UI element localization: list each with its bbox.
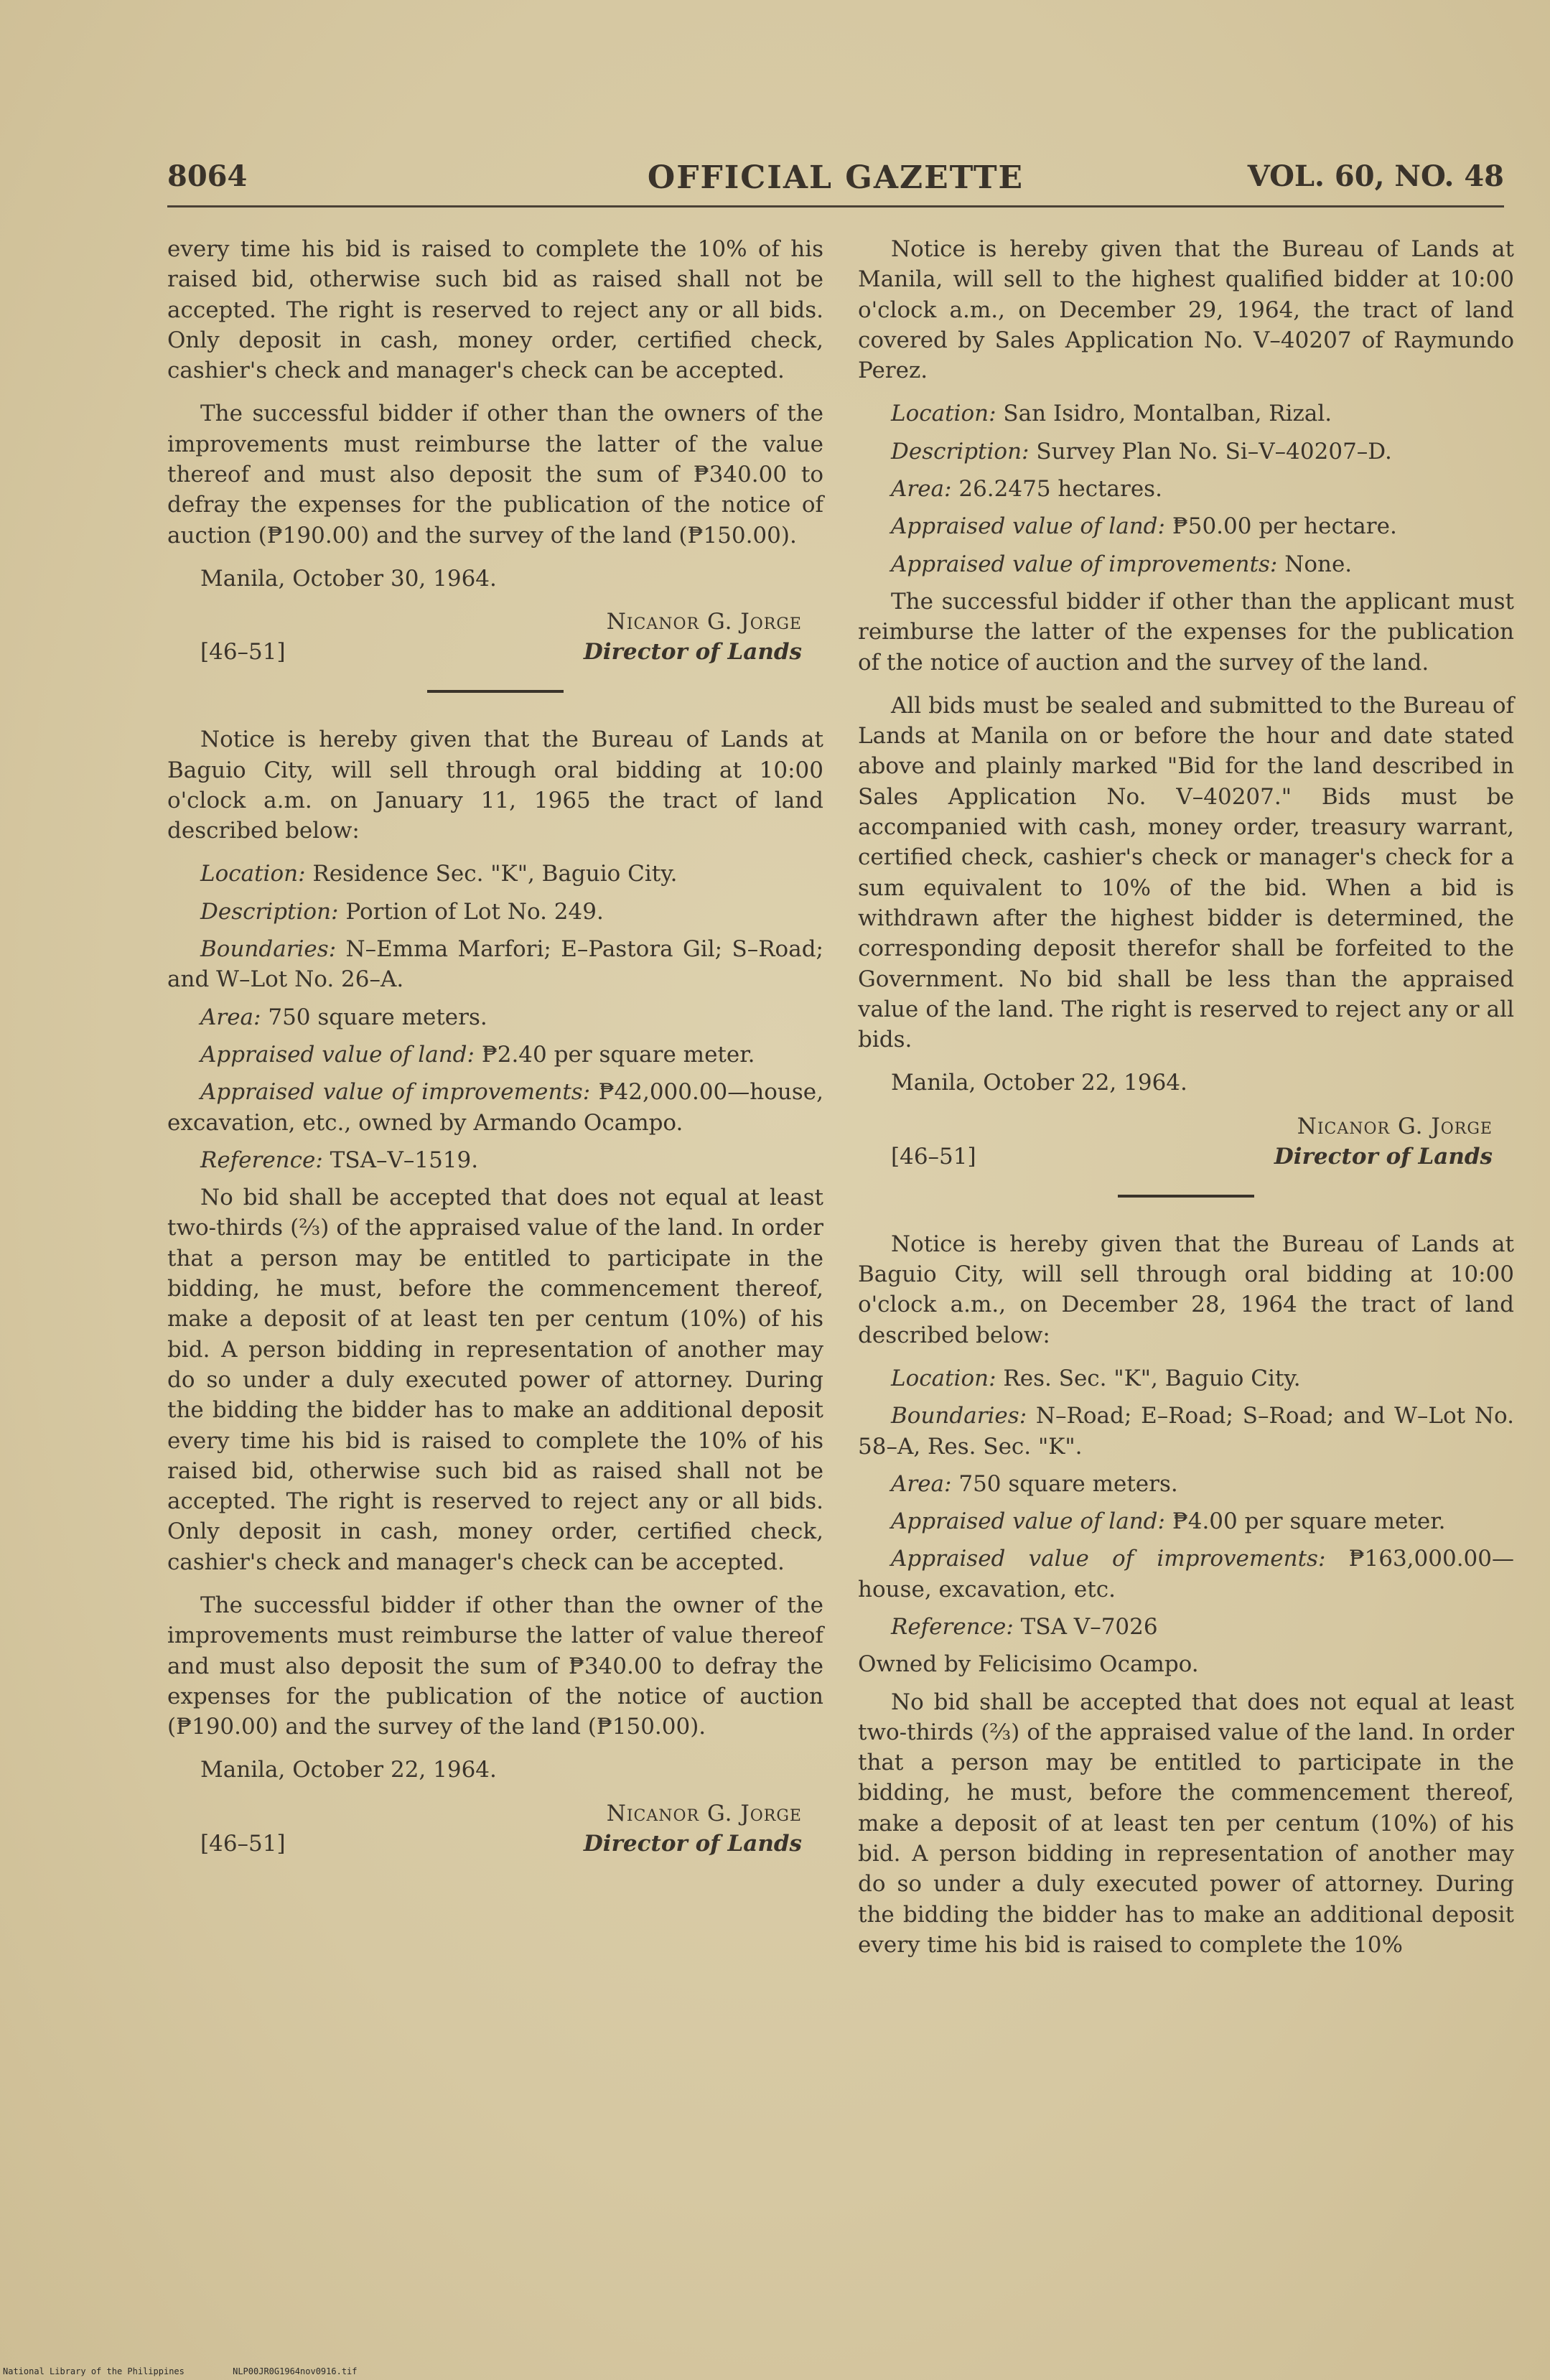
field-location bbox=[858, 398, 1514, 429]
field-label: Appraised value of improvements: bbox=[200, 1079, 591, 1106]
field-label: Location: bbox=[891, 1365, 996, 1391]
field-value: ₱163,000.00—house, excavation, etc. bbox=[858, 1546, 1514, 1602]
field-improvements-value bbox=[858, 549, 1514, 579]
notice-separator bbox=[1118, 1195, 1254, 1198]
field-value: Survey Plan No. Si–V–40207–D. bbox=[1036, 438, 1392, 465]
field-label: Location: bbox=[200, 861, 306, 887]
issue-reference: [46–51] bbox=[200, 1830, 286, 1857]
field-label: Boundaries: bbox=[200, 936, 337, 963]
field-improvements-value bbox=[167, 1077, 823, 1138]
paragraph: every time his bid is raised to complete the 10% of his raised bid, otherwise such bid as raised shall not be accepted. The right is reserved to reject any or all bids. Only deposit in cash, money order, certified check, cashier's check and manager's check can be accepted. bbox=[167, 236, 823, 384]
signatory-title: Director of Lands bbox=[1274, 1143, 1493, 1170]
field-area bbox=[858, 1469, 1514, 1499]
notice-intro: Notice is hereby given that the Bureau of Lands at Baguio City, will sell through oral bidding at 10:00 o'clock a.m. on January 11, 1965 the tract of land described below: bbox=[167, 727, 823, 844]
notice-separator bbox=[427, 690, 564, 693]
notice-date: Manila, October 22, 1964. bbox=[200, 1757, 497, 1783]
scan-footer bbox=[3, 2366, 401, 2376]
field-label: Area: bbox=[891, 476, 952, 503]
field-value: San Isidro, Montalban, Rizal. bbox=[1003, 401, 1332, 427]
library-credit: National Library of the Philippines bbox=[3, 2366, 185, 2376]
field-value: N–Emma Marfori; E–Pastora Gil; S–Road; and W–Lot No. 26–A. bbox=[167, 936, 823, 993]
notice-intro: Notice is hereby given that the Bureau of Lands at Baguio City, will sell through oral bidding at 10:00 o'clock a.m., on December 28, 1964 the tract of land described below: bbox=[858, 1231, 1514, 1348]
field-value: None. bbox=[1284, 551, 1353, 577]
field-value: Portion of Lot No. 249. bbox=[345, 898, 604, 925]
field-reference bbox=[167, 1145, 823, 1175]
field-label: Location: bbox=[891, 401, 996, 427]
field-reference bbox=[858, 1612, 1514, 1642]
issue-reference: [46–51] bbox=[200, 639, 286, 666]
header-rule bbox=[167, 205, 1504, 207]
field-land-value bbox=[858, 511, 1514, 541]
page-number: 8064 bbox=[167, 159, 248, 193]
signatory-title: Director of Lands bbox=[583, 639, 802, 666]
field-label: Appraised value of land: bbox=[891, 1508, 1165, 1535]
notice-intro: Notice is hereby given that the Bureau of Lands at Manila, will sell to the highest qualified bidder at 10:00 o'clock a.m., on December 29, 1964, the tract of land covered by Sales Application No. V–40207 of Raymundo Perez. bbox=[858, 236, 1514, 384]
signatory-name: Nicanor G. Jorge bbox=[606, 1800, 802, 1826]
field-label: Description: bbox=[200, 898, 339, 925]
signatory-name: Nicanor G. Jorge bbox=[606, 609, 802, 635]
field-label: Description: bbox=[891, 438, 1030, 465]
signature-block bbox=[858, 1111, 1514, 1173]
field-value: TSA V–7026 bbox=[1020, 1613, 1158, 1640]
field-area bbox=[858, 474, 1514, 504]
field-area bbox=[167, 1002, 823, 1032]
volume-label: VOL. 60, NO. 48 bbox=[1247, 159, 1504, 193]
paragraph: No bid shall be accepted that does not equal at least two-thirds (⅔) of the appraised value of the land. In order that a person may be entitled to participate in the bidding, he must, before the commencement thereof, make a deposit of at least ten per centum (10%) of his bid. A person bidding in representation of another may do so under a duly executed power of attorney. During the bidding the bidder has to make an additional deposit every time his bid is raised to complete the 10% bbox=[858, 1689, 1514, 1958]
field-value: TSA–V–1519. bbox=[330, 1147, 479, 1173]
owner-line: Owned by Felicisimo Ocampo. bbox=[858, 1651, 1199, 1678]
paragraph: The successful bidder if other than the applicant must reimburse the latter of the expenses for the publication of the notice of auction and the survey of the land. bbox=[858, 588, 1514, 676]
field-label: Boundaries: bbox=[891, 1403, 1027, 1429]
signature-block bbox=[167, 1798, 823, 1860]
paragraph: The successful bidder if other than the owner of the improvements must reimburse the latter of value thereof and must also deposit the sum of ₱340.00 to defray the expenses for the publication of the notice of auction (₱190.00) and the survey of the land (₱150.00). bbox=[167, 1592, 823, 1740]
field-value: 26.2475 hectares. bbox=[958, 476, 1162, 503]
issue-reference: [46–51] bbox=[891, 1143, 976, 1170]
field-improvements-value bbox=[858, 1544, 1514, 1605]
field-value: ₱50.00 per hectare. bbox=[1172, 513, 1397, 540]
page-header bbox=[167, 159, 1504, 202]
field-location bbox=[167, 859, 823, 889]
field-label: Area: bbox=[891, 1470, 952, 1497]
left-column bbox=[167, 234, 823, 1867]
field-boundaries bbox=[858, 1401, 1514, 1462]
field-label: Reference: bbox=[891, 1613, 1014, 1640]
publication-title: OFFICIAL GAZETTE bbox=[647, 159, 1024, 196]
notice-date: Manila, October 30, 1964. bbox=[200, 565, 497, 592]
field-value: ₱42,000.00—house, excavation, etc., owned by Armando Ocampo. bbox=[167, 1079, 823, 1136]
field-value: N–Road; E–Road; S–Road; and W–Lot No. 58–A, Res. Sec. "K". bbox=[858, 1403, 1514, 1460]
field-label: Area: bbox=[200, 1004, 261, 1030]
field-label: Appraised value of land: bbox=[200, 1041, 475, 1068]
field-description bbox=[858, 437, 1514, 467]
field-label: Appraised value of land: bbox=[891, 513, 1165, 540]
notice-date: Manila, October 22, 1964. bbox=[891, 1070, 1187, 1096]
field-value: ₱4.00 per square meter. bbox=[1172, 1508, 1446, 1535]
signature-block bbox=[167, 607, 823, 668]
scan-filename: NLP00JR0G1964nov0916.tif bbox=[233, 2366, 358, 2376]
field-label: Appraised value of improvements: bbox=[891, 551, 1278, 577]
paragraph: The successful bidder if other than the owners of the improvements must reimburse the latter of the value thereof and must also deposit the sum of ₱340.00 to defray the expenses for the publication of the notice of auction (₱190.00) and the survey of the land (₱150.00). bbox=[167, 401, 823, 549]
field-value: Res. Sec. "K", Baguio City. bbox=[1003, 1365, 1301, 1391]
field-label: Appraised value of improvements: bbox=[891, 1546, 1326, 1572]
paragraph: No bid shall be accepted that does not equal at least two-thirds (⅔) of the appraised value of the land. In order that a person may be entitled to participate in the bidding, he must, before the commencement thereof, make a deposit of at least ten per centum (10%) of his bid. A person bidding in representation of another may do so under a duly executed power of attorney. During the bidding the bidder has to make an additional deposit every time his bid is raised to complete the 10% of his raised bid, otherwise such bid as raised shall not be accepted. The right is reserved to reject any or all bids. Only deposit in cash, money order, certified check, cashier's check and manager's check can be accepted. bbox=[167, 1185, 823, 1575]
field-description bbox=[167, 897, 823, 927]
field-boundaries bbox=[167, 934, 823, 995]
field-value: 750 square meters. bbox=[268, 1004, 487, 1030]
signatory-title: Director of Lands bbox=[583, 1830, 802, 1857]
field-location bbox=[858, 1363, 1514, 1394]
field-value: 750 square meters. bbox=[958, 1470, 1178, 1497]
field-value: Residence Sec. "K", Baguio City. bbox=[312, 861, 678, 887]
field-land-value bbox=[167, 1040, 823, 1070]
paragraph: All bids must be sealed and submitted to the Bureau of Lands at Manila on or before the hour and date stated above and plainly marked "Bid for the land described in Sales Application No. V–40207." Bids must be accompanied with cash, money order, treasury warrant, certified check, cashier's check or manager's check for a sum equivalent to 10% of the bid. When a bid is withdrawn after the highest bidder is determined, the corresponding deposit therefor shall be forfeited to the Government. No bid shall be less than the appraised value of the land. The right is reserved to reject any or all bids. bbox=[858, 692, 1514, 1053]
field-label: Reference: bbox=[200, 1147, 323, 1173]
field-value: ₱2.40 per square meter. bbox=[481, 1041, 755, 1068]
signatory-name: Nicanor G. Jorge bbox=[1297, 1113, 1493, 1139]
right-column bbox=[858, 234, 1514, 1973]
field-land-value bbox=[858, 1506, 1514, 1536]
